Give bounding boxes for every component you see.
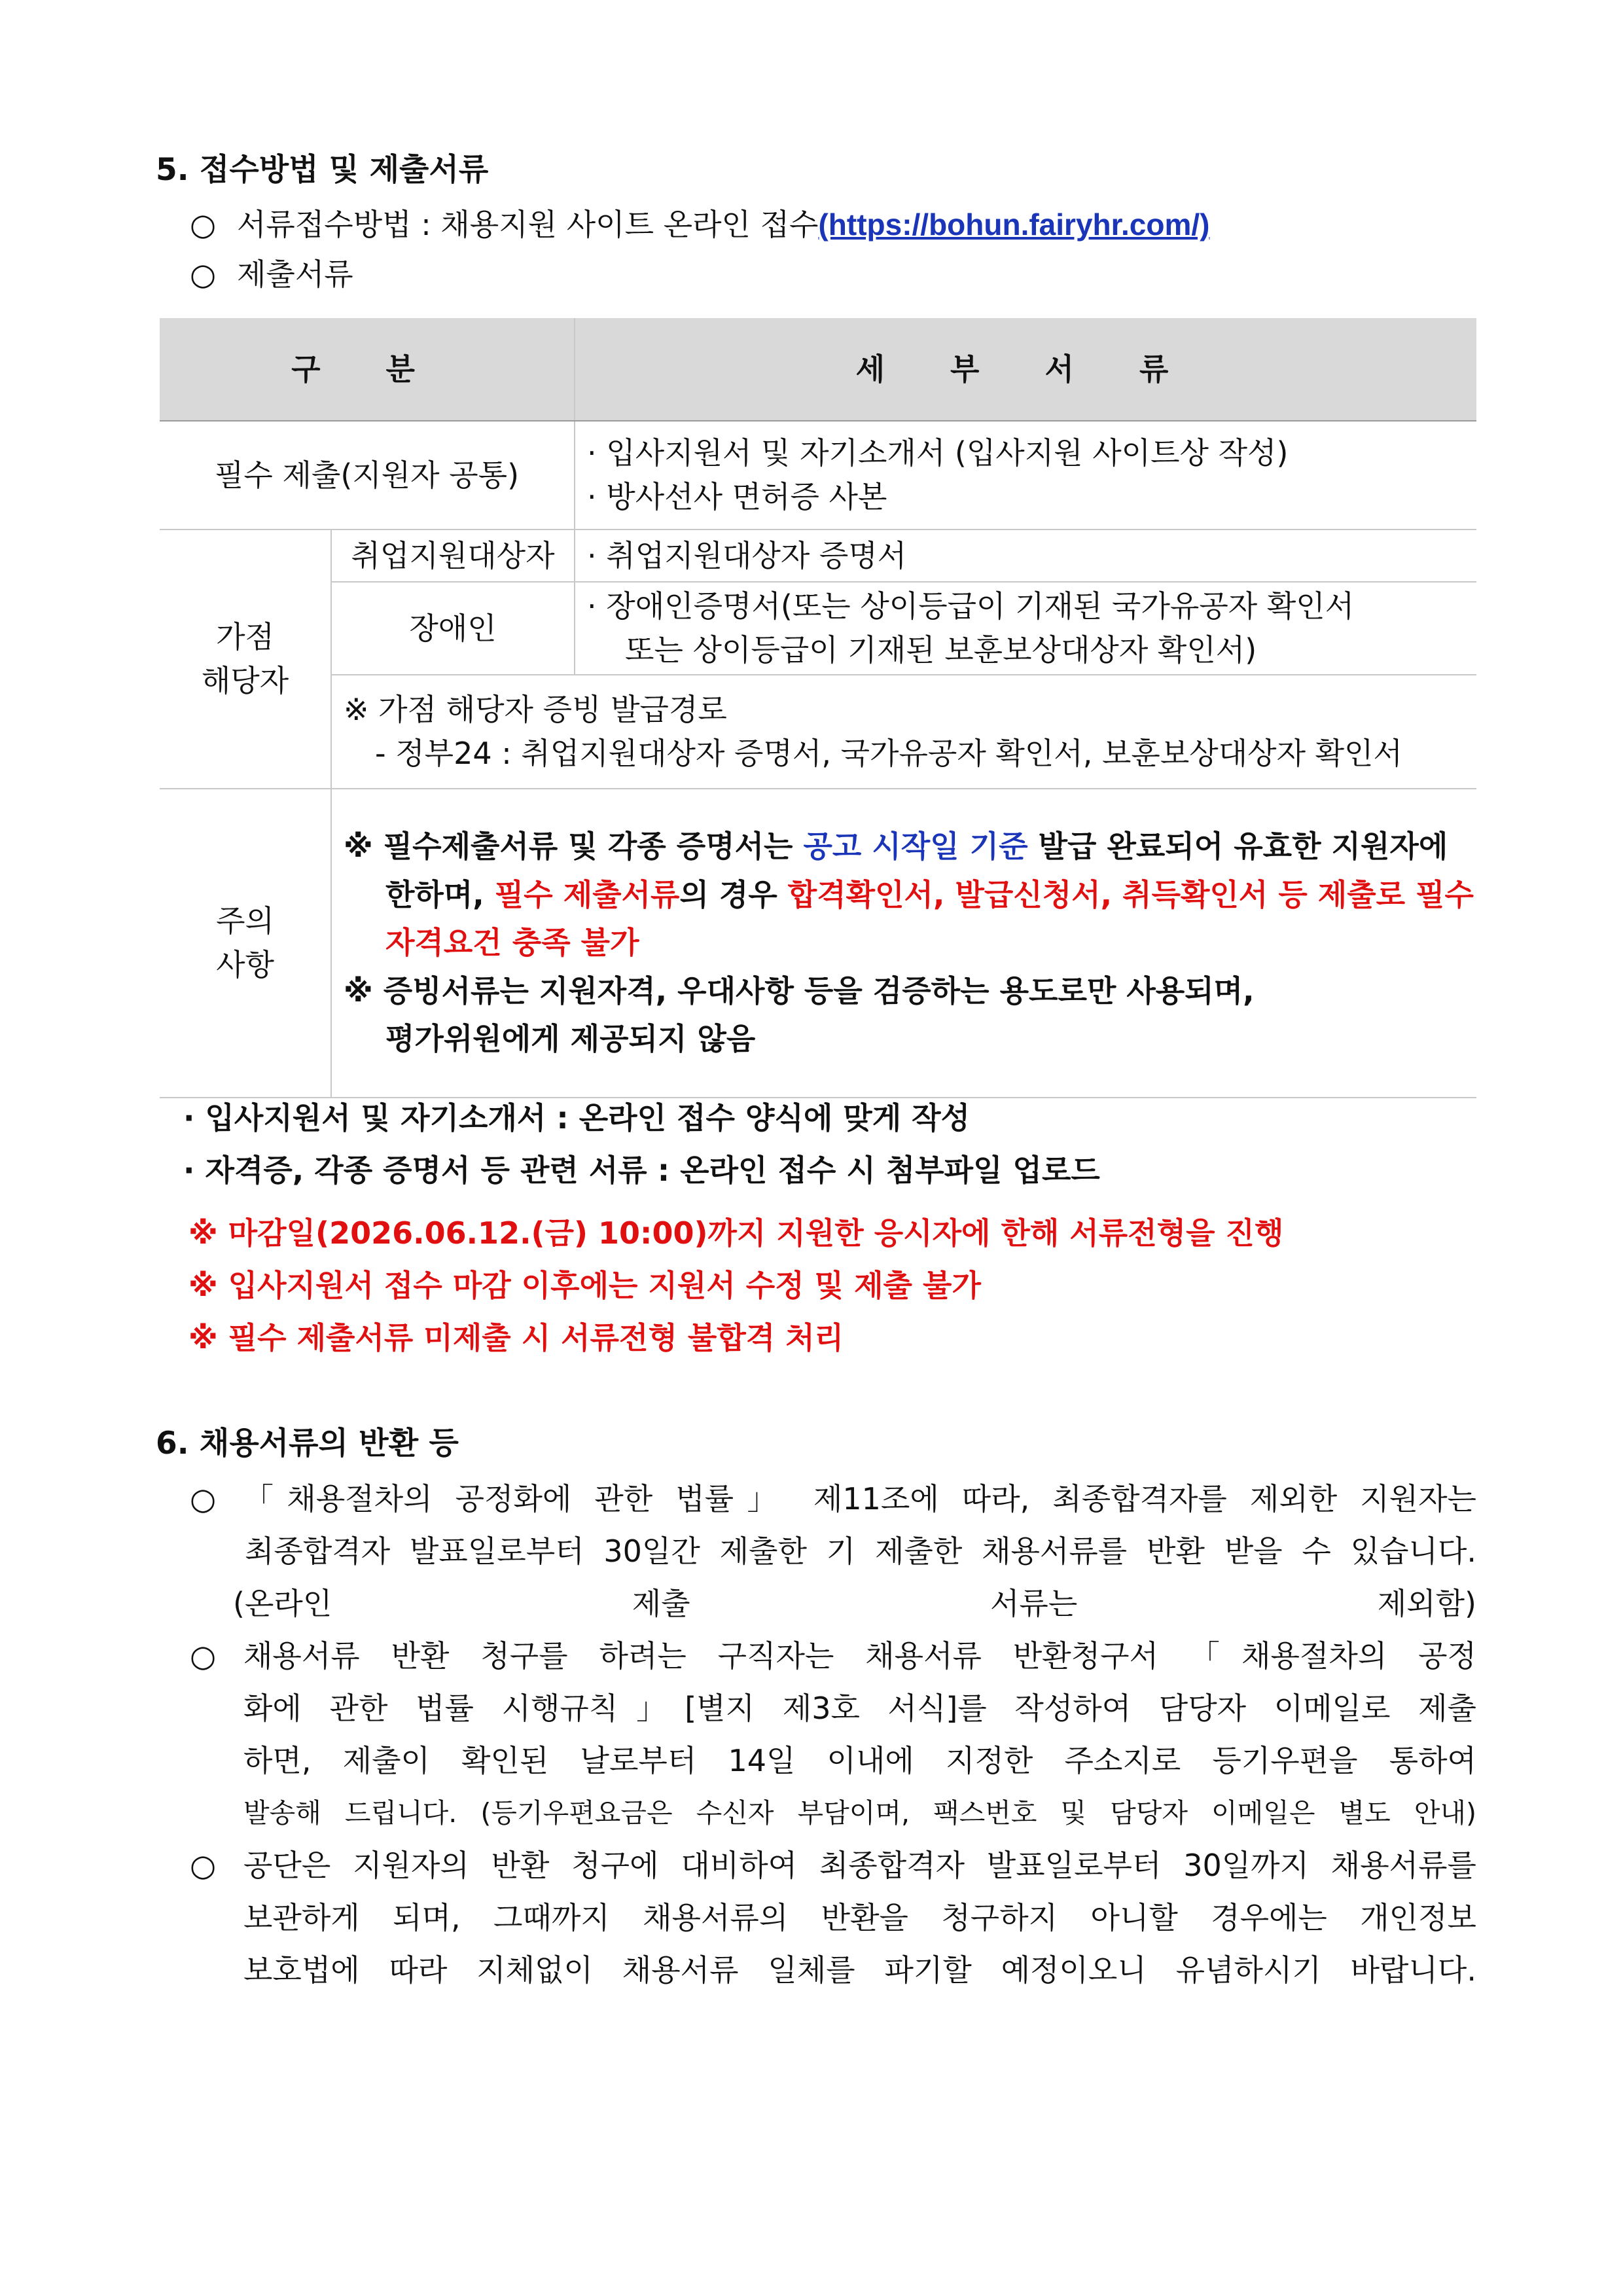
required-docs-line — [190, 257, 353, 293]
circle-bullet-icon: ○ — [190, 1638, 217, 1674]
paragraph-line: 공단은 지원자의 반환 청구에 대비하여 최종합격자 발표일로부터 30일까지 채용서류를 — [243, 1848, 1476, 1883]
bonus-label — [160, 529, 331, 789]
required-docs-label: 제출서류 — [237, 257, 353, 292]
documents-table — [160, 318, 1476, 1098]
paragraph-text — [243, 1839, 1476, 1996]
bonus-note-title: ※ 가점 해당자 증빙 발급경로 — [344, 692, 727, 728]
list-item: · 입사지원서 및 자기소개서 (입사지원 사이트상 작성) — [587, 435, 1289, 471]
paragraph-line: 「채용절차의 공정화에 관한 법률」 제11조에 따라, 최종합격자를 제외한 지원자는 — [243, 1481, 1476, 1516]
table-row — [160, 582, 1476, 675]
caution-notes — [331, 789, 1476, 1098]
bonus-note-detail: - 정부24 : 취업지원대상자 증명서, 국가유공자 확인서, 보훈보상대상자 확인서 — [375, 736, 1402, 771]
submission-method-line — [190, 207, 1209, 243]
return-paragraph-2 — [190, 1630, 1476, 1839]
circle-bullet-icon: ○ — [190, 257, 217, 292]
bonus-label-line: 가점 — [216, 619, 274, 655]
no-edit-warning: ※ 입사지원서 접수 마감 이후에는 지원서 수정 및 제출 불가 — [188, 1268, 981, 1303]
list-item: · 장애인증명서(또는 상이등급이 기재된 국가유공자 확인서 — [587, 588, 1355, 624]
paragraph-line: 하면, 제출이 확인된 날로부터 14일 이내에 지정한 주소지로 등기우편을 통하여 — [243, 1743, 1476, 1778]
table-header-row — [160, 318, 1476, 421]
list-item: · 방사선사 면허증 사본 — [587, 479, 887, 514]
paragraph-text — [233, 1473, 1476, 1630]
return-paragraph-3 — [190, 1839, 1476, 1996]
application-form-note: · 입사지원서 및 자기소개서 : 온라인 접수 양식에 맞게 작성 — [183, 1100, 971, 1136]
table-row — [160, 529, 1476, 582]
paragraph-line: 보호법에 따라 지체없이 채용서류 일체를 파기할 예정이오니 유념하시기 바랍니다. — [243, 1952, 1476, 1988]
required-common-label: 필수 제출(지원자 공통) — [160, 421, 575, 529]
required-common-items — [575, 421, 1476, 529]
bonus-employment-label: 취업지원대상자 — [331, 529, 575, 582]
missing-docs-warning: ※ 필수 제출서류 미제출 시 서류전형 불합격 처리 — [188, 1320, 844, 1355]
caution-1-line-2: 한하며, 필수 제출서류의 경우 합격확인서, 발급신청서, 취득확인서 등 제출로 필수 — [385, 876, 1474, 912]
caution-2-line-2: 평가위원에게 제공되지 않음 — [385, 1021, 756, 1057]
bonus-note — [331, 675, 1476, 789]
paragraph-line: 채용서류 반환 청구를 하려는 구직자는 채용서류 반환청구서 「채용절차의 공정 — [243, 1638, 1476, 1674]
bonus-disabled-items — [575, 582, 1476, 675]
paragraph-line: 화에 관한 법률 시행규칙」[별지 제3호 서식]를 작성하여 담당자 이메일로 제출 — [243, 1691, 1476, 1726]
paragraph-line: 보관하게 되며, 그때까지 채용서류의 반환을 청구하지 아니할 경우에는 개인정보 — [243, 1900, 1476, 1935]
paragraph-text — [243, 1630, 1476, 1839]
paragraph-line: 발송해 드립니다. (등기우편요금은 수신자 부담이며, 팩스번호 및 담당자 이메일은 별도 안내) — [243, 1797, 1476, 1829]
paragraph-line: (온라인 제출 서류는 제외함) — [233, 1586, 1476, 1621]
section-6-title: 6. 채용서류의 반환 등 — [156, 1426, 459, 1462]
table-row — [160, 789, 1476, 1098]
circle-bullet-icon: ○ — [190, 1848, 217, 1883]
circle-bullet-icon: ○ — [190, 207, 217, 242]
submission-method-label: 서류접수방법 : 채용지원 사이트 온라인 접수 — [237, 207, 819, 242]
caution-label-line: 주의 — [216, 903, 274, 939]
return-paragraph-1 — [190, 1473, 1476, 1630]
table-row — [160, 421, 1476, 529]
recruit-site-link[interactable]: (https://bohun.fairyhr.com/) — [818, 207, 1210, 242]
bonus-label-line: 해당자 — [201, 663, 289, 698]
caution-2-line-1: ※ 증빙서류는 지원자격, 우대사항 등을 검증하는 용도로만 사용되며, — [344, 973, 1255, 1009]
table-row — [160, 675, 1476, 789]
circle-bullet-icon: ○ — [190, 1481, 217, 1516]
header-category: 구 분 — [160, 318, 575, 421]
paragraph-line: 최종합격자 발표일로부터 30일간 제출한 기 제출한 채용서류를 반환 받을 수 있습니다. — [245, 1534, 1476, 1569]
section-5-title: 5. 접수방법 및 제출서류 — [156, 152, 489, 188]
deadline-warning: ※ 마감일(2026.06.12.(금) 10:00)까지 지원한 응시자에 한해 서류전형을 진행 — [188, 1215, 1284, 1251]
caution-1-line-3: 자격요건 충족 불가 — [385, 925, 639, 961]
header-detail: 세 부 서 류 — [575, 318, 1476, 421]
caution-1-line-1: ※ 필수제출서류 및 각종 증명서는 공고 시작일 기준 발급 완료되어 유효한 지원자에 — [344, 829, 1448, 865]
list-item: 또는 상이등급이 기재된 보훈보상대상자 확인서) — [625, 632, 1257, 668]
certificates-upload-note: · 자격증, 각종 증명서 등 관련 서류 : 온라인 접수 시 첨부파일 업로드 — [183, 1153, 1100, 1188]
caution-label-line: 사항 — [216, 947, 274, 982]
caution-label — [160, 789, 331, 1098]
bonus-employment-item: · 취업지원대상자 증명서 — [575, 529, 1476, 582]
bonus-disabled-label: 장애인 — [331, 582, 575, 675]
